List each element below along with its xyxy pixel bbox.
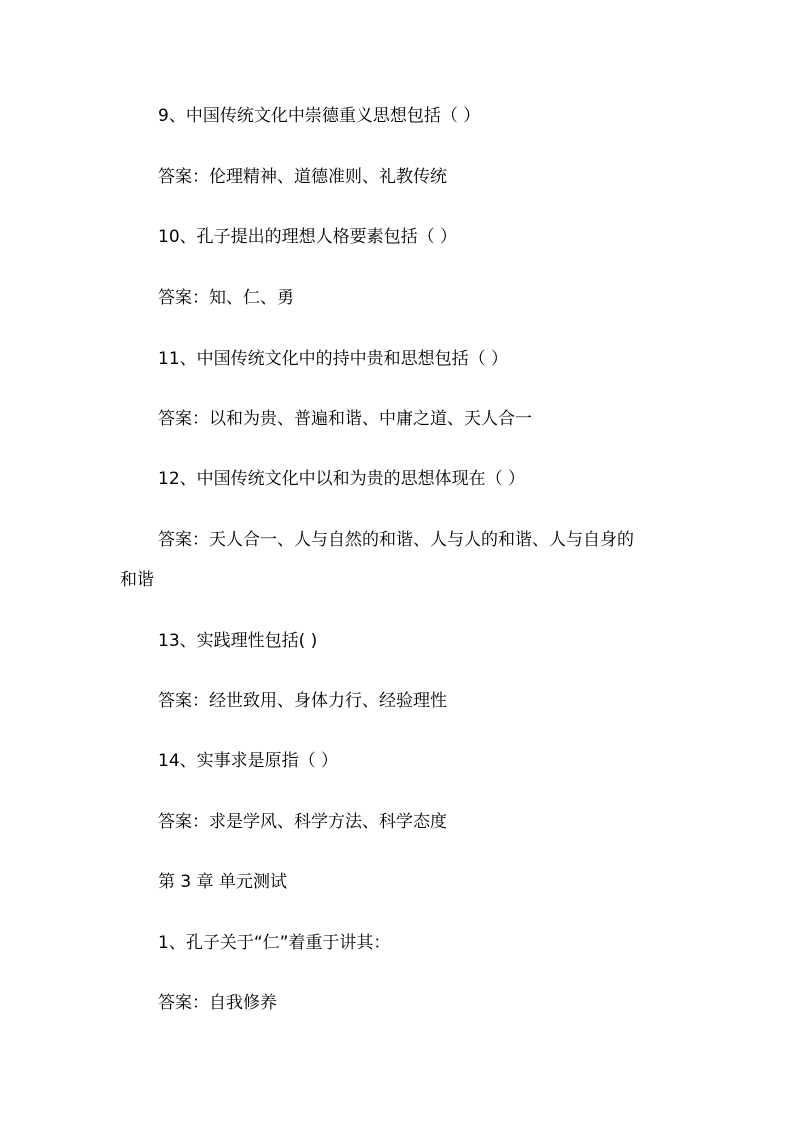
answer-11: 答案：以和为贵、普遍和谐、中庸之道、天人合一 [158, 409, 532, 429]
answer-9: 答案：伦理精神、道德准则、礼教传统 [158, 167, 447, 187]
question-10: 10、孔子提出的理想人格要素包括（ ） [158, 227, 458, 247]
answer-12-continued: 和谐 [120, 570, 154, 590]
question-9: 9、中国传统文化中崇德重义思想包括（ ） [158, 106, 481, 126]
answer-12: 答案：天人合一、人与自然的和谐、人与人的和谐、人与自身的 [158, 530, 634, 550]
question-11: 11、中国传统文化中的持中贵和思想包括（ ） [158, 349, 509, 369]
question-1: 1、孔子关于“仁”着重于讲其： [158, 933, 391, 953]
answer-13: 答案：经世致用、身体力行、经验理性 [158, 691, 447, 711]
answer-14: 答案：求是学风、科学方法、科学态度 [158, 812, 447, 832]
chapter-heading: 第 3 章 单元测试 [158, 872, 288, 892]
question-14: 14、实事求是原指（ ） [158, 751, 339, 771]
answer-10: 答案：知、仁、勇 [158, 288, 294, 308]
question-12: 12、中国传统文化中以和为贵的思想体现在（ ） [158, 469, 526, 489]
question-13: 13、实践理性包括( ) [158, 631, 318, 651]
answer-1: 答案：自我修养 [158, 993, 277, 1013]
